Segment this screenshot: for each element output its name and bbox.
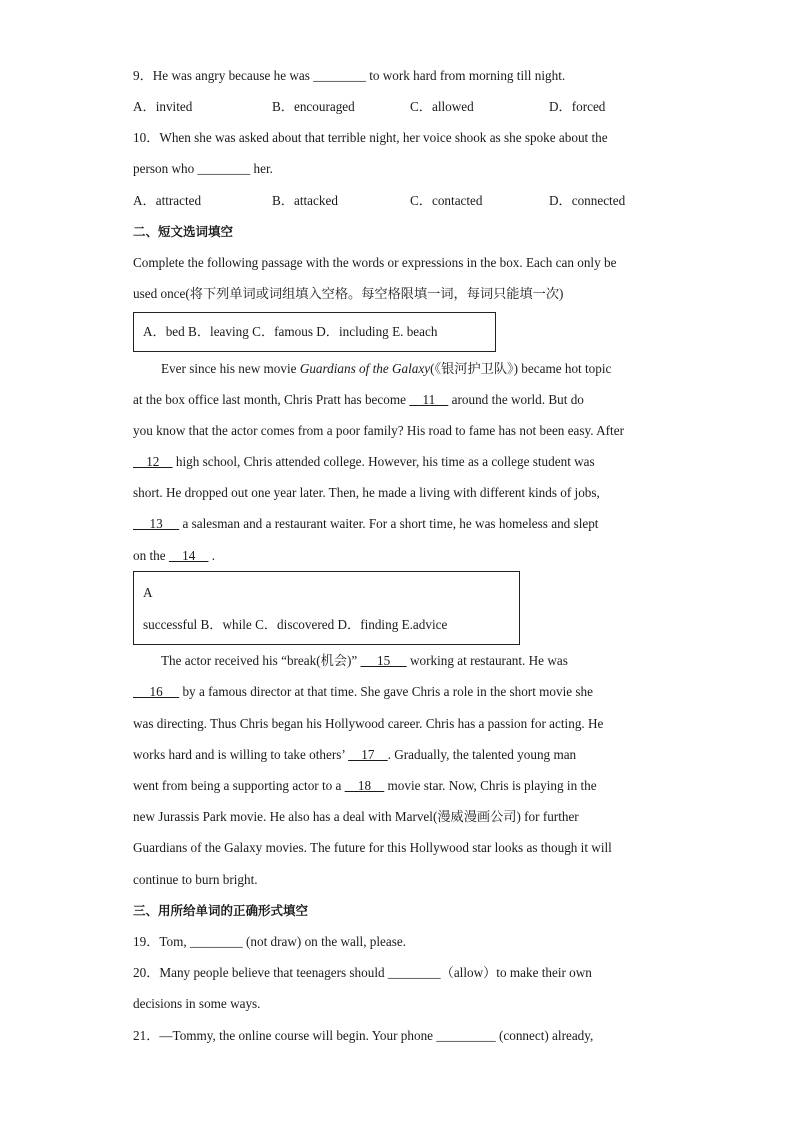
para2-line1: The actor received his “break(机会)” 15 working at restaurant. He was bbox=[161, 653, 568, 668]
para1-line2: at the box office last month, Chris Pratt has become 11 around the world. But do bbox=[133, 392, 584, 407]
section-2-instruction-line2: used once(将下列单词或词组填入空格。每空格限填一词，每词只能填一次) bbox=[133, 286, 564, 301]
para1-line6: 13 a salesman and a restaurant waiter. For a short time, he was homeless and slept bbox=[133, 516, 599, 531]
blank-13[interactable]: 13 bbox=[133, 516, 180, 531]
question-10-stem-line2: person who ________ her. bbox=[133, 161, 273, 176]
word-box-2 bbox=[133, 571, 520, 645]
para2-line5: went from being a supporting actor to a 18 movie star. Now, Chris is playing in the bbox=[133, 778, 597, 793]
section-3-heading: 三、用所给单词的正确形式填空 bbox=[133, 903, 309, 918]
question-19: 19．Tom, ________ (not draw) on the wall, please. bbox=[133, 934, 407, 949]
q9-option-b: B．encouraged bbox=[272, 99, 355, 114]
question-20-line1: 20．Many people believe that teenagers should ________（allow）to make their own bbox=[133, 965, 592, 980]
para2-line2: 16 by a famous director at that time. She gave Chris a role in the short movie she bbox=[133, 684, 593, 699]
movie-title: Guardians of the Galaxy bbox=[299, 361, 431, 376]
blank-16[interactable]: 16 bbox=[133, 684, 180, 699]
q9-option-c: C．allowed bbox=[410, 99, 474, 114]
para2-line8: continue to burn bright. bbox=[133, 872, 258, 887]
para1-line5: short. He dropped out one year later. Then, he made a living with different kinds of jobs, bbox=[133, 485, 600, 500]
blank-12[interactable]: 12 bbox=[133, 454, 173, 469]
blank-18[interactable]: 18 bbox=[344, 778, 385, 793]
para1-line4: 12 high school, Chris attended college. However, his time as a college student was bbox=[133, 454, 595, 469]
q9-option-d: D．forced bbox=[549, 99, 606, 114]
para2-line7: Guardians of the Galaxy movies. The future for this Hollywood star looks as though it will bbox=[133, 840, 612, 855]
section-2-heading: 二、短文选词填空 bbox=[133, 224, 234, 239]
q10-option-d: D．connected bbox=[549, 193, 626, 208]
question-9-stem: 9．He was angry because he was ________ to work hard from morning till night. bbox=[133, 68, 566, 83]
word-box-2-line2: successful B．while C．discovered D．finding E.advice bbox=[143, 617, 448, 632]
blank-15[interactable]: 15 bbox=[360, 653, 407, 668]
para1-line3: you know that the actor comes from a poor family? His road to fame has not been easy. After bbox=[133, 423, 624, 438]
q10-option-a: A．attracted bbox=[133, 193, 202, 208]
para2-line4: works hard and is willing to take others’ 17 . Gradually, the talented young man bbox=[133, 747, 577, 762]
question-10-stem-line1: 10．When she was asked about that terrible night, her voice shook as she spoke about the bbox=[133, 130, 608, 145]
question-20-line2: decisions in some ways. bbox=[133, 996, 261, 1011]
para2-line3: was directing. Thus Chris began his Hollywood career. Chris has a passion for acting. He bbox=[133, 716, 604, 731]
blank-14[interactable]: 14 bbox=[168, 548, 209, 563]
para1-line1: Ever since his new movie Guardians of the Galaxy(《银河护卫队》) became hot topic bbox=[161, 361, 612, 376]
section-2-instruction-line1: Complete the following passage with the words or expressions in the box. Each can only be bbox=[133, 255, 617, 270]
blank-17[interactable]: 17 bbox=[348, 747, 388, 762]
word-box-1 bbox=[133, 312, 496, 352]
word-box-2-line1: A bbox=[143, 585, 153, 600]
q10-option-b: B．attacked bbox=[272, 193, 338, 208]
para1-line7: on the 14 . bbox=[133, 548, 216, 563]
para2-line6: new Jurassis Park movie. He also has a deal with Marvel(漫威漫画公司) for further bbox=[133, 809, 579, 824]
word-box-1-text: A．bed B．leaving C．famous D．including E. beach bbox=[143, 324, 438, 339]
blank-11[interactable]: 11 bbox=[409, 392, 449, 407]
q9-option-a: A．invited bbox=[133, 99, 193, 114]
q10-option-c: C．contacted bbox=[410, 193, 483, 208]
question-21: 21．—Tommy, the online course will begin. Your phone _________ (connect) already, bbox=[133, 1028, 594, 1043]
